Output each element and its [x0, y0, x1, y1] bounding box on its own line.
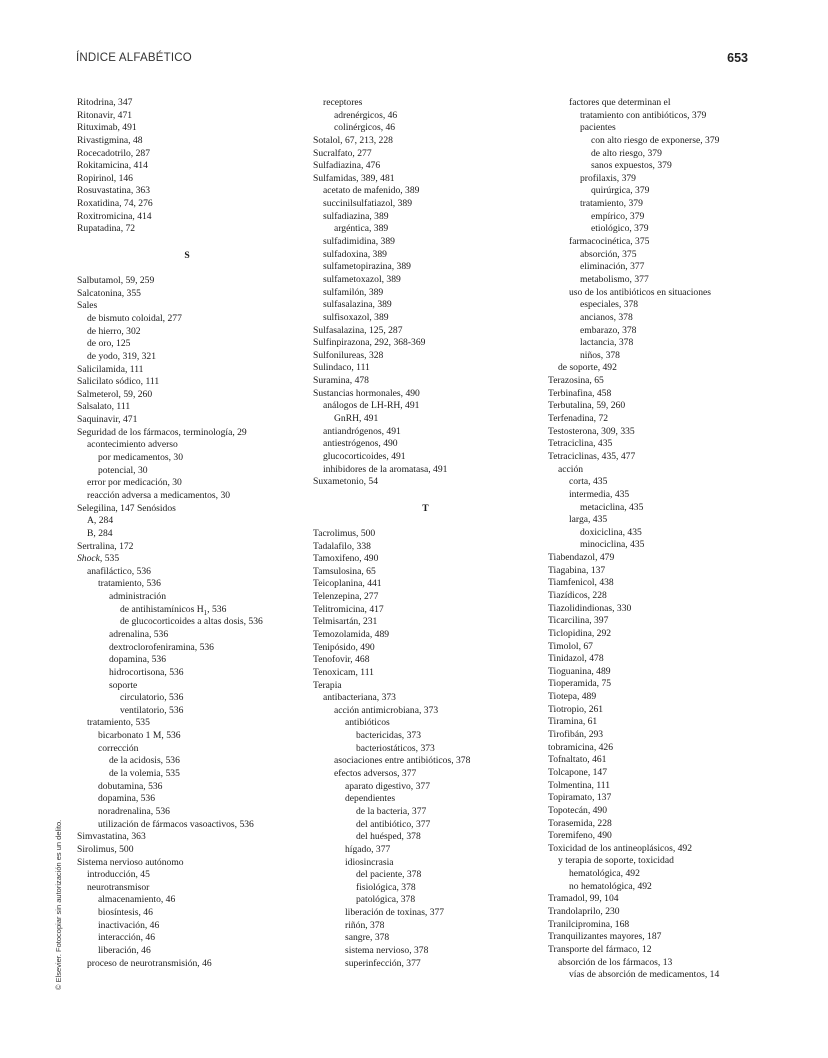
- index-subentry: empírico, 379: [591, 210, 645, 222]
- index-entry: Sistema nervioso autónomo: [77, 856, 184, 868]
- copyright-note: © Elsevier. Fotocopiar sin autorización es un delito.: [54, 819, 63, 990]
- index-entry: Rituximab, 491: [77, 122, 137, 134]
- index-entry: Simvastatina, 363: [77, 831, 146, 843]
- index-subentry: antibióticos: [345, 717, 390, 729]
- index-subentry: de oro, 125: [87, 338, 131, 350]
- index-subentry: riñón, 378: [345, 919, 385, 931]
- antihistamine-page: , 536: [207, 603, 227, 615]
- index-subentry: sulfisoxazol, 389: [323, 311, 389, 323]
- index-entry: Terbutalina, 59, 260: [548, 400, 626, 412]
- index-entry: Tiramina, 61: [548, 716, 598, 728]
- index-subentry: de la volemia, 535: [109, 768, 180, 780]
- section-title: ÍNDICE ALFABÉTICO: [76, 52, 192, 64]
- index-entry: Terbinafina, 458: [548, 387, 612, 399]
- index-subentry: niños, 378: [580, 349, 620, 361]
- index-subentry: de hierro, 302: [87, 325, 141, 337]
- index-subentry: larga, 435: [569, 514, 608, 526]
- index-entry: Salsalato, 111: [77, 401, 131, 413]
- index-subentry: acción: [558, 463, 584, 475]
- index-entry: Transporte del fármaco, 12: [548, 943, 652, 955]
- index-subentry: hígado, 377: [345, 843, 391, 855]
- index-entry: Sulindaco, 111: [313, 362, 370, 374]
- index-subentry: A, 284: [87, 515, 114, 527]
- index-entry: Topotecán, 490: [548, 804, 608, 816]
- index-subentry: reacción adversa a medicamentos, 30: [87, 489, 231, 501]
- index-subentry: argéntica, 389: [334, 223, 389, 235]
- index-subentry: interacción, 46: [98, 932, 156, 944]
- index-entry: Sulfamidas, 389, 481: [313, 172, 395, 184]
- antihistamine-subscript: 1: [203, 608, 208, 617]
- index-entry: Tamsulosina, 65: [313, 565, 376, 577]
- index-entry: Sotalol, 67, 213, 228: [313, 134, 393, 146]
- index-subentry: proceso de neurotransmisión, 46: [87, 957, 212, 969]
- index-entry: Tioguanina, 489: [548, 665, 611, 677]
- index-entry: Sulfonilureas, 328: [313, 349, 384, 361]
- index-entry: Rosuvastatina, 363: [77, 185, 151, 197]
- index-entry: Tadalafilo, 338: [313, 540, 371, 552]
- index-subentry: profilaxis, 379: [580, 172, 636, 184]
- index-subentry: GnRH, 491: [334, 413, 379, 425]
- index-subentry: sulfametoxazol, 389: [323, 273, 401, 285]
- index-entry: Telitromicina, 417: [313, 603, 384, 615]
- index-subentry: especiales, 378: [580, 299, 639, 311]
- index-entry: Sulfinpirazona, 292, 368-369: [313, 337, 426, 349]
- index-subentry: ventilatorio, 536: [120, 704, 184, 716]
- index-subentry: acontecimiento adverso: [87, 439, 178, 451]
- index-subentry: de soporte, 492: [558, 362, 617, 374]
- index-subentry: noradrenalina, 536: [98, 805, 170, 817]
- index-entry: Salicilamida, 111: [77, 363, 144, 375]
- index-subentry: de la bacteria, 377: [356, 805, 427, 817]
- shock-page: , 535: [99, 553, 120, 565]
- index-entry: Tiamfenicol, 438: [548, 577, 614, 589]
- index-subentry: colinérgicos, 46: [334, 122, 396, 134]
- antihistamine-text: de antihistamínicos H: [120, 603, 204, 615]
- index-subentry: inhibidores de la aromatasa, 491: [323, 463, 448, 475]
- index-entry: Sulfasalazina, 125, 287: [313, 324, 403, 336]
- index-subentry: bicarbonato 1 M, 536: [98, 730, 181, 742]
- index-subentry: minociclina, 435: [580, 539, 645, 551]
- index-entry: Sustancias hormonales, 490: [313, 387, 420, 399]
- index-entry: Sertralina, 172: [77, 540, 134, 552]
- index-entry: Seguridad de los fármacos, terminología, 29: [77, 426, 247, 438]
- index-entry: Salcatonina, 355: [77, 287, 141, 299]
- index-subentry: adrenérgicos, 46: [334, 109, 398, 121]
- running-header: [76, 52, 748, 70]
- index-subentry: corta, 435: [569, 476, 608, 488]
- index-entry: Torasemida, 228: [548, 817, 612, 829]
- index-entry: Rivastigmina, 48: [77, 134, 143, 146]
- index-subentry: B, 284: [87, 527, 113, 539]
- index-subentry: doxiciclina, 435: [580, 526, 642, 538]
- index-subentry: con alto riesgo de exponerse, 379: [591, 134, 720, 146]
- index-entry: Tioperamida, 75: [548, 678, 612, 690]
- index-subentry: ancianos, 378: [580, 311, 633, 323]
- index-subentry: asociaciones entre antibióticos, 378: [334, 755, 471, 767]
- index-subentry: vías de absorción de medicamentos, 14: [569, 969, 720, 981]
- index-subentry: sulfadoxina, 389: [323, 248, 387, 260]
- index-subentry: análogos de LH-RH, 491: [323, 400, 420, 412]
- index-column-1: [77, 97, 297, 970]
- index-entry: [77, 553, 297, 566]
- page-number: 653: [727, 51, 748, 65]
- index-subentry: acción antimicrobiana, 373: [334, 704, 439, 716]
- index-entry: Selegilina, 147 Senósidos: [77, 502, 176, 514]
- index-subentry: sulfametopirazina, 389: [323, 261, 411, 273]
- index-subentry: metaciclina, 435: [580, 501, 644, 513]
- index-subentry: glucocorticoides, 491: [323, 450, 406, 462]
- index-entry: Sulfadiazina, 476: [313, 160, 381, 172]
- index-subentry: almacenamiento, 46: [98, 894, 176, 906]
- index-entry: Tamoxifeno, 490: [313, 553, 379, 565]
- index-subentry: del huésped, 378: [356, 831, 421, 843]
- index-entry: Temozolamida, 489: [313, 628, 390, 640]
- index-subentry: del antibiótico, 377: [356, 818, 431, 830]
- index-subentry: dextroclorofeniramina, 536: [109, 641, 214, 653]
- section-letter-s: S: [184, 250, 190, 262]
- index-entry: Tolcapone, 147: [548, 766, 608, 778]
- index-subentry: inactivación, 46: [98, 919, 160, 931]
- index-entry: Sirolimus, 500: [77, 843, 134, 855]
- index-entry: Tranilcipromina, 168: [548, 918, 630, 930]
- index-entry: Toxicidad de los antineoplásicos, 492: [548, 842, 693, 854]
- index-subentry: sulfadimidina, 389: [323, 236, 395, 248]
- index-entry: Rokitamicina, 414: [77, 160, 148, 172]
- index-subentry: tratamiento, 536: [98, 578, 161, 590]
- index-subentry: tratamiento con antibióticos, 379: [580, 109, 707, 121]
- index-entry: Tiotepa, 489: [548, 691, 597, 703]
- index-subentry: farmacocinética, 375: [569, 236, 650, 248]
- index-entry: Tofnaltato, 461: [548, 754, 607, 766]
- index-subentry: idiosincrasia: [345, 856, 394, 868]
- index-subentry: neurotransmisor: [87, 881, 150, 893]
- index-entry: Suxametonio, 54: [313, 476, 379, 488]
- index-entry: Tenofovir, 468: [313, 654, 370, 666]
- index-subentry: bacteriostáticos, 373: [356, 742, 435, 754]
- index-subentry: acetato de mafenido, 389: [323, 185, 420, 197]
- index-entry: Sucralfato, 277: [313, 147, 372, 159]
- index-entry: Tranquilizantes mayores, 187: [548, 931, 662, 943]
- index-entry: Sales: [77, 300, 98, 312]
- index-subentry: anafiláctico, 536: [87, 565, 151, 577]
- index-subentry: succinilsulfatiazol, 389: [323, 198, 412, 210]
- index-entry: Terapia: [313, 679, 342, 691]
- index-entry: Terazosina, 65: [548, 375, 604, 387]
- index-entry: Ritodrina, 347: [77, 97, 133, 108]
- index-subentry: liberación de toxinas, 377: [345, 907, 445, 919]
- index-subentry: adrenalina, 536: [109, 628, 169, 640]
- index-entry: Tramadol, 99, 104: [548, 893, 619, 905]
- index-entry: Salicilato sódico, 111: [77, 376, 160, 388]
- index-subentry: efectos adversos, 377: [334, 768, 417, 780]
- index-entry: Tiazídicos, 228: [548, 589, 607, 601]
- index-entry: Tolmentina, 111: [548, 779, 611, 791]
- index-entry: Topiramato, 137: [548, 792, 612, 804]
- index-subentry: sulfasalazina, 389: [323, 299, 392, 311]
- index-subentry: tratamiento, 535: [87, 717, 150, 729]
- index-entry: Toremifeno, 490: [548, 830, 612, 842]
- index-subentry: receptores: [323, 97, 363, 108]
- index-entry: Tenoxicam, 111: [313, 666, 374, 678]
- index-subentry: patológica, 378: [356, 894, 416, 906]
- index-subentry: por medicamentos, 30: [98, 452, 183, 464]
- shock-term: Shock: [77, 553, 100, 565]
- index-entry: Salmeterol, 59, 260: [77, 388, 153, 400]
- index-subentry: corrección: [98, 742, 139, 754]
- index-subentry: liberación, 46: [98, 945, 151, 956]
- index-subentry: embarazo, 378: [580, 324, 637, 336]
- index-entry: Ticarcilina, 397: [548, 615, 609, 627]
- index-subentry: intermedia, 435: [569, 488, 630, 500]
- index-entry: Terfenadina, 72: [548, 413, 609, 425]
- index-entry: Tiazolidindionas, 330: [548, 602, 632, 614]
- index-subentry: sangre, 378: [345, 932, 390, 944]
- index-entry: Rocecadotrilo, 287: [77, 147, 150, 159]
- index-subentry: dopamina, 536: [98, 793, 156, 805]
- index-subentry: de bismuto coloidal, 277: [87, 312, 182, 324]
- index-subentry: pacientes: [580, 122, 616, 134]
- index-entry: Rupatadina, 72: [77, 223, 136, 235]
- index-subentry: dependientes: [345, 793, 396, 805]
- index-entry: Timolol, 67: [548, 640, 593, 652]
- index-subentry: sulfamilón, 389: [323, 286, 384, 298]
- index-subentry: antibacteriana, 373: [323, 692, 396, 704]
- index-subentry: superinfección, 377: [345, 957, 421, 969]
- index-subentry: uso de los antibióticos en situaciones: [569, 286, 712, 298]
- index-subentry: bactericidas, 373: [356, 730, 421, 742]
- index-entry: Ticlopidina, 292: [548, 627, 612, 639]
- index-column-2: [313, 97, 538, 970]
- index-subentry: aparato digestivo, 377: [345, 780, 430, 792]
- index-entry: Trandolaprilo, 230: [548, 906, 620, 917]
- index-entry: Suramina, 478: [313, 375, 369, 387]
- index-entry: Telenzepina, 277: [313, 591, 379, 603]
- index-entry: Tinidazol, 478: [548, 653, 604, 665]
- index-entry: Tiabendazol, 479: [548, 552, 615, 564]
- index-entry: Teicoplanina, 441: [313, 578, 382, 590]
- index-subentry: hidrocortisona, 536: [109, 666, 184, 678]
- index-entry: tobramicina, 426: [548, 741, 614, 753]
- index-entry: Salbutamol, 59, 259: [77, 275, 155, 287]
- index-entry: Roxitromicina, 414: [77, 210, 152, 222]
- index-subentry: metabolismo, 377: [580, 273, 649, 285]
- index-subentry: fisiológica, 378: [356, 881, 416, 893]
- index-subentry: circulatorio, 536: [120, 692, 184, 704]
- index-entry: Tiotropio, 261: [548, 703, 604, 715]
- index-subentry: utilización de fármacos vasoactivos, 536: [98, 818, 254, 830]
- index-entry: Testosterona, 309, 335: [548, 425, 635, 437]
- index-entry: Saquinavir, 471: [77, 414, 138, 426]
- index-subentry: de yodo, 319, 321: [87, 350, 157, 362]
- index-subentry: eliminación, 377: [580, 261, 645, 273]
- index-subentry: etiológico, 379: [591, 223, 649, 235]
- index-entry: Tacrolimus, 500: [313, 527, 376, 539]
- index-subentry: potencial, 30: [98, 464, 148, 476]
- index-subentry: introducción, 45: [87, 869, 150, 881]
- index-entry: Tetraciclinas, 435, 477: [548, 450, 636, 462]
- index-subentry: hematológica, 492: [569, 868, 640, 880]
- index-entry: Tirofibán, 293: [548, 729, 604, 741]
- index-subentry: soporte: [109, 679, 138, 691]
- index-subentry: no hematológica, 492: [569, 880, 652, 892]
- index-entry: Telmisartán, 231: [313, 616, 378, 628]
- index-entry: Tetraciclina, 435: [548, 438, 613, 450]
- index-subentry: de alto riesgo, 379: [591, 147, 662, 159]
- index-subentry: sanos expuestos, 379: [591, 160, 672, 172]
- index-subentry: lactancia, 378: [580, 337, 634, 349]
- index-subentry: dopamina, 536: [109, 654, 167, 666]
- index-subentry: [77, 604, 297, 617]
- index-subentry: antiandrógenos, 491: [323, 425, 401, 437]
- index-subentry: factores que determinan el: [569, 97, 671, 108]
- index-subentry: antiestrógenos, 490: [323, 438, 398, 450]
- index-subentry: del paciente, 378: [356, 869, 422, 881]
- index-entry: Tenipósido, 490: [313, 641, 375, 653]
- index-entry: Ritonavir, 471: [77, 109, 133, 121]
- index-subentry: y terapia de soporte, toxicidad: [558, 855, 674, 867]
- index-subentry: de glucocorticoides a altas dosis, 536: [120, 616, 263, 628]
- index-subentry: sistema nervioso, 378: [345, 945, 429, 956]
- index-subentry: administración: [109, 591, 167, 603]
- index-entry: Tiagabina, 137: [548, 564, 606, 576]
- index-subentry: absorción, 375: [580, 248, 637, 260]
- index-subentry: quirúrgica, 379: [591, 185, 650, 197]
- index-entry: Roxatidina, 74, 276: [77, 198, 153, 210]
- index-subentry: sulfadiazina, 389: [323, 210, 389, 222]
- index-subentry: de la acidosis, 536: [109, 755, 180, 767]
- index-subentry: tratamiento, 379: [580, 198, 643, 210]
- index-entry: Ropirinol, 146: [77, 172, 133, 184]
- index-subentry: biosíntesis, 46: [98, 907, 153, 919]
- section-letter-t: T: [422, 502, 429, 514]
- index-subentry: error por medicación, 30: [87, 477, 182, 489]
- index-column-3: [548, 97, 788, 982]
- index-subentry: dobutamina, 536: [98, 780, 163, 792]
- index-subentry: absorción de los fármacos, 13: [558, 956, 673, 968]
